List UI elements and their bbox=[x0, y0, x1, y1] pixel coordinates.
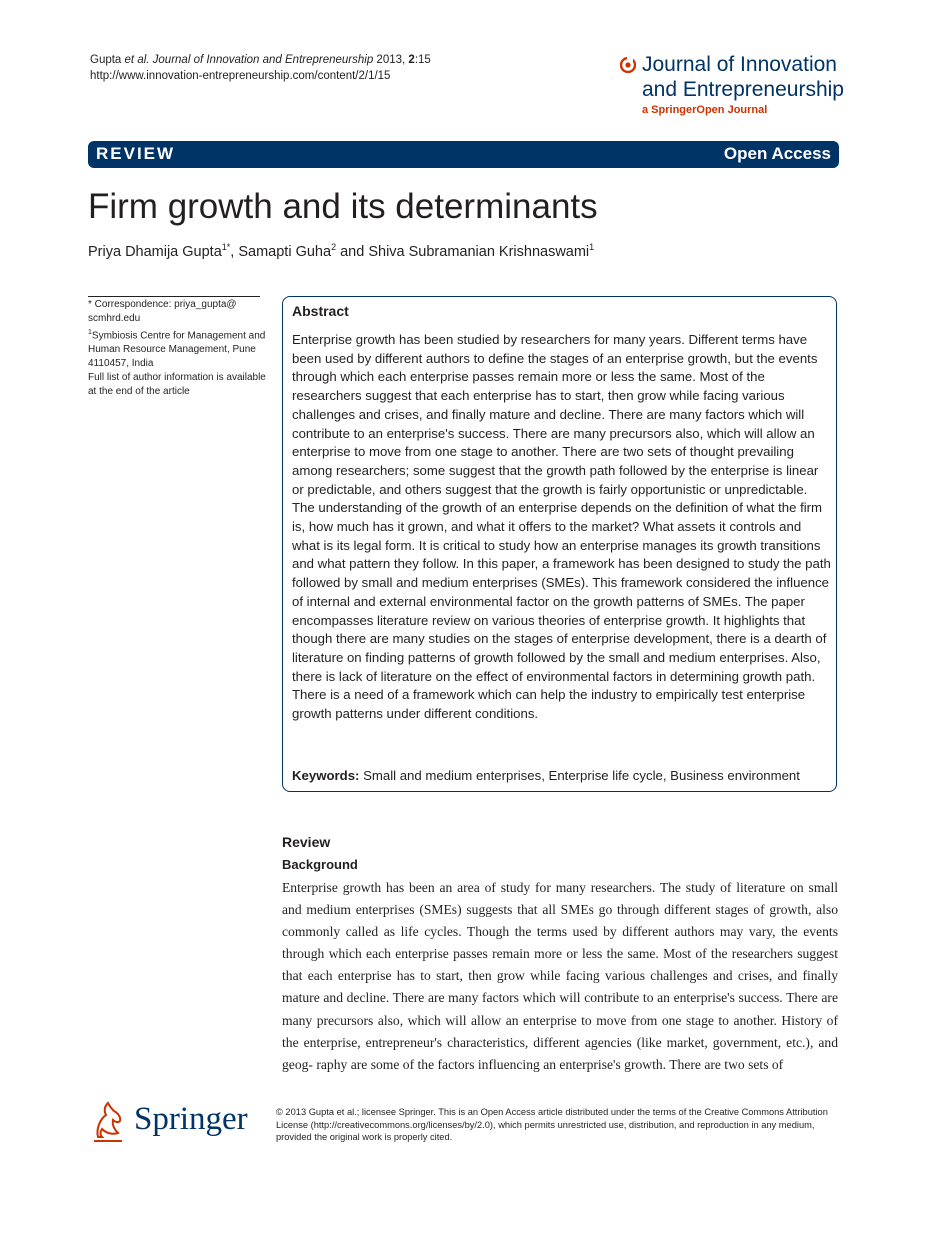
article-type-banner bbox=[88, 141, 839, 168]
author-info-note: Full list of author information is available at the end of the article bbox=[88, 372, 266, 398]
journal-title-line2: and Entrepreneurship bbox=[642, 78, 844, 101]
publisher-name: Springer bbox=[134, 1101, 248, 1137]
body-paragraph: Enterprise growth has been an area of study for many researchers. The study of literature on small and medium enterprises (SMEs) suggests that all SMEs go through different stages of growth, also commonly called as life cycles. Though the terms used by different authors may vary, the events through which each enterprise passes remain more or less the same. Most of the researchers suggest that each enterprise has to start, then grow while facing various challenges and crises, and finally mature and decline. There are many factors which will contribute to an enterprise's success. There are many precursors also, which will allow an enterprise to move from one stage to another. History of the enterprise, entrepreneur's characteristics, different agencies (like market, government, etc.), and geog- raphy are some of the factors influencing an enterprise's growth. There are two sets of bbox=[282, 880, 838, 1072]
correspondence-line2[interactable]: scmhrd.edu bbox=[88, 313, 141, 324]
citation-authors: Gupta bbox=[90, 54, 125, 66]
affiliation-mark: 1 bbox=[88, 329, 92, 336]
citation-volume: 2 bbox=[408, 54, 415, 66]
keywords-list: Small and medium enterprises, Enterprise life cycle, Business environment bbox=[359, 768, 800, 783]
author-name[interactable]: Shiva Subramanian Krishnaswami bbox=[368, 243, 590, 260]
affiliation-text: Symbiosis Centre for Management and Human Resource Management, Pune 4110457, India bbox=[88, 330, 266, 370]
article-type: REVIEW bbox=[96, 144, 176, 163]
author-affiliation-mark: 1 bbox=[589, 242, 595, 252]
author-separator: and bbox=[336, 243, 369, 260]
affiliation bbox=[88, 326, 266, 371]
author-name[interactable]: Priya Dhamija Gupta bbox=[88, 243, 222, 260]
journal-title-line1: Journal of Innovation bbox=[642, 53, 837, 76]
author-name[interactable]: Samapti Guha bbox=[238, 243, 332, 260]
author-separator: , bbox=[230, 243, 239, 260]
citation-header bbox=[90, 52, 431, 84]
citation-journal: Journal of Innovation and Entrepreneurship bbox=[149, 54, 374, 66]
open-access-label: Open Access bbox=[723, 144, 831, 163]
citation-year: 2013, bbox=[373, 54, 409, 66]
journal-subtitle: a SpringerOpen Journal bbox=[642, 104, 768, 116]
author-affiliation-mark: 1* bbox=[221, 242, 231, 252]
author-affiliation-mark: 2 bbox=[331, 242, 337, 252]
abstract-heading: Abstract bbox=[292, 303, 349, 319]
abstract-text: Enterprise growth has been studied by researchers for many years. Different terms have been used by different authors to define the stages of an enterprise growth, but the events through which each enterprise passes remain more or less the same. Most of the researchers suggest that each enterprise has to start, then grow while facing various challenges and crises, and finally mature and decline. There are many factors which will contribute to an enterprise's success. There are many precursors also, which will allow an enterprise to move from one stage to another. There are two sets of thought prevailing among researchers; some suggest that the growth path followed by the enterprise is linear or predictable, and others suggest that the growth is fairly opportunistic or unpredictable. The understanding of the growth of an enterprise depends on the definition of what the firm is, how much has it grown, and what it offers to the market? What assets it controls and what is its legal form. It is critical to study how an enterprise manages its growth transitions and what pattern they follow. In this paper, a framework has been designed to study the path followed by small and medium enterprises (SMEs). This framework considered the influence of internal and external environmental factor on the growth patterns of SMEs. The paper encompasses literature review on various theories of enterprise growth. It highlights that though there are many studies on the stages of enterprise development, there is a dearth of literature on finding patterns of growth followed by the small and medium enterprises. Also, there is lack of literature on the effect of environmental factors in determining growth path. There is a need of a framework which can help the industry to empirically test enterprise growth patterns under different conditions. bbox=[292, 332, 831, 722]
citation-article: :15 bbox=[414, 54, 431, 66]
citation-etal: et al. bbox=[124, 54, 150, 66]
article-title: Firm growth and its determinants bbox=[88, 187, 598, 226]
subsection-heading: Background bbox=[282, 857, 358, 872]
keywords bbox=[292, 768, 832, 783]
section-heading: Review bbox=[282, 834, 331, 850]
sidebar-divider bbox=[88, 296, 260, 297]
copyright-notice: © 2013 Gupta et al.; licensee Springer. This is an Open Access article distributed under the terms of the Creative Commons Attribution License (http://creativecommons.org/licenses/by/2.0), which permits unrestricted use, distribution, and reproduction in any medium, provided the original work is properly cited. bbox=[276, 1107, 828, 1142]
springer-horse-icon bbox=[88, 1101, 128, 1145]
author-list bbox=[88, 242, 594, 260]
correspondence-line1[interactable]: * Correspondence: priya_gupta@ bbox=[88, 299, 237, 310]
correspondence bbox=[88, 298, 266, 326]
springeropen-icon bbox=[620, 57, 636, 73]
citation-line bbox=[90, 52, 431, 68]
article-url[interactable]: http://www.innovation-entrepreneurship.com/content/2/1/15 bbox=[90, 70, 391, 82]
abstract-box bbox=[282, 296, 837, 792]
keywords-label: Keywords: bbox=[292, 768, 360, 783]
journal-title bbox=[642, 52, 844, 102]
sidebar-notes bbox=[88, 298, 266, 399]
